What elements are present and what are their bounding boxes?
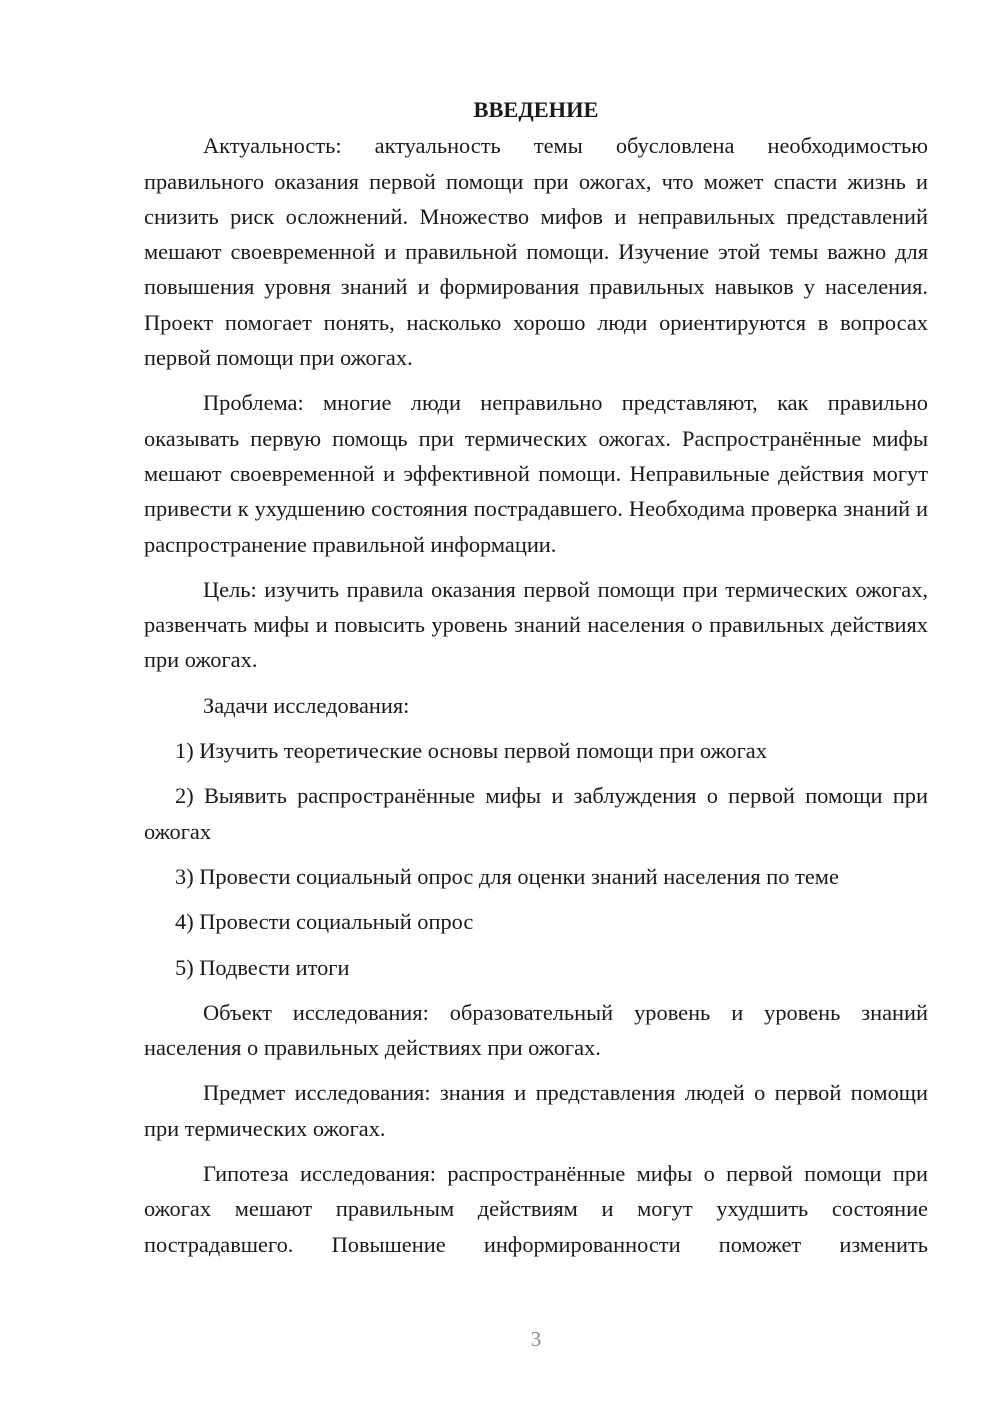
paragraph-object: Объект исследования: образовательный уровень и уровень знаний населения о правильных действиях при ожогах. [144, 999, 928, 1061]
page-number: 3 [530, 1327, 542, 1351]
task-item: 2) Выявить распространённые мифы и заблуждения о первой помощи при ожогах [144, 783, 928, 844]
section-title: ВВЕДЕНИЕ [473, 97, 599, 122]
task-item: 3) Провести социальный опрос для оценки знаний населения по теме [175, 863, 839, 889]
paragraph-problem: Проблема: многие люди неправильно представляют, как правильно оказывать первую помощь при термических ожогах. Распространённые мифы мешают своевременной и эффективной помощи. Неправильные действия могут привести к ухудшению состояния пострадавшего. Необходима проверка знаний и распространение правильной информации. [144, 390, 928, 557]
task-item: 4) Провести социальный опрос [175, 909, 474, 935]
paragraph-goal: Цель: изучить правила оказания первой помощи при термических ожогах, развенчать мифы и повысить уровень знаний населения о правильных действиях при ожогах. [144, 576, 928, 673]
page-content [144, 92, 928, 1262]
paragraph-subject: Предмет исследования: знания и представления людей о первой помощи при термических ожогах. [144, 1080, 928, 1141]
tasks-heading: Задачи исследования: [203, 692, 410, 718]
paragraph-hypothesis: Гипотеза исследования: распространённые мифы о первой помощи при ожогах мешают правильным действиям и могут ухудшить состояние пострадавшего. Повышение информированности поможет изменить [144, 1161, 928, 1257]
task-item: 1) Изучить теоретические основы первой помощи при ожогах [175, 738, 767, 764]
task-item: 5) Подвести итоги [175, 954, 350, 980]
paragraph-relevance: Актуальность: актуальность темы обусловлена необходимостью правильного оказания первой помощи при ожогах, что может спасти жизнь и снизить риск осложнений. Множество мифов и неправильных представлений мешают своевременной и правильной помощи. Изучение этой темы важно для повышения уровня знаний и формирования правильных навыков у населения. Проект помогает понять, насколько хорошо люди ориентируются в вопросах первой помощи при ожогах. [144, 133, 928, 371]
